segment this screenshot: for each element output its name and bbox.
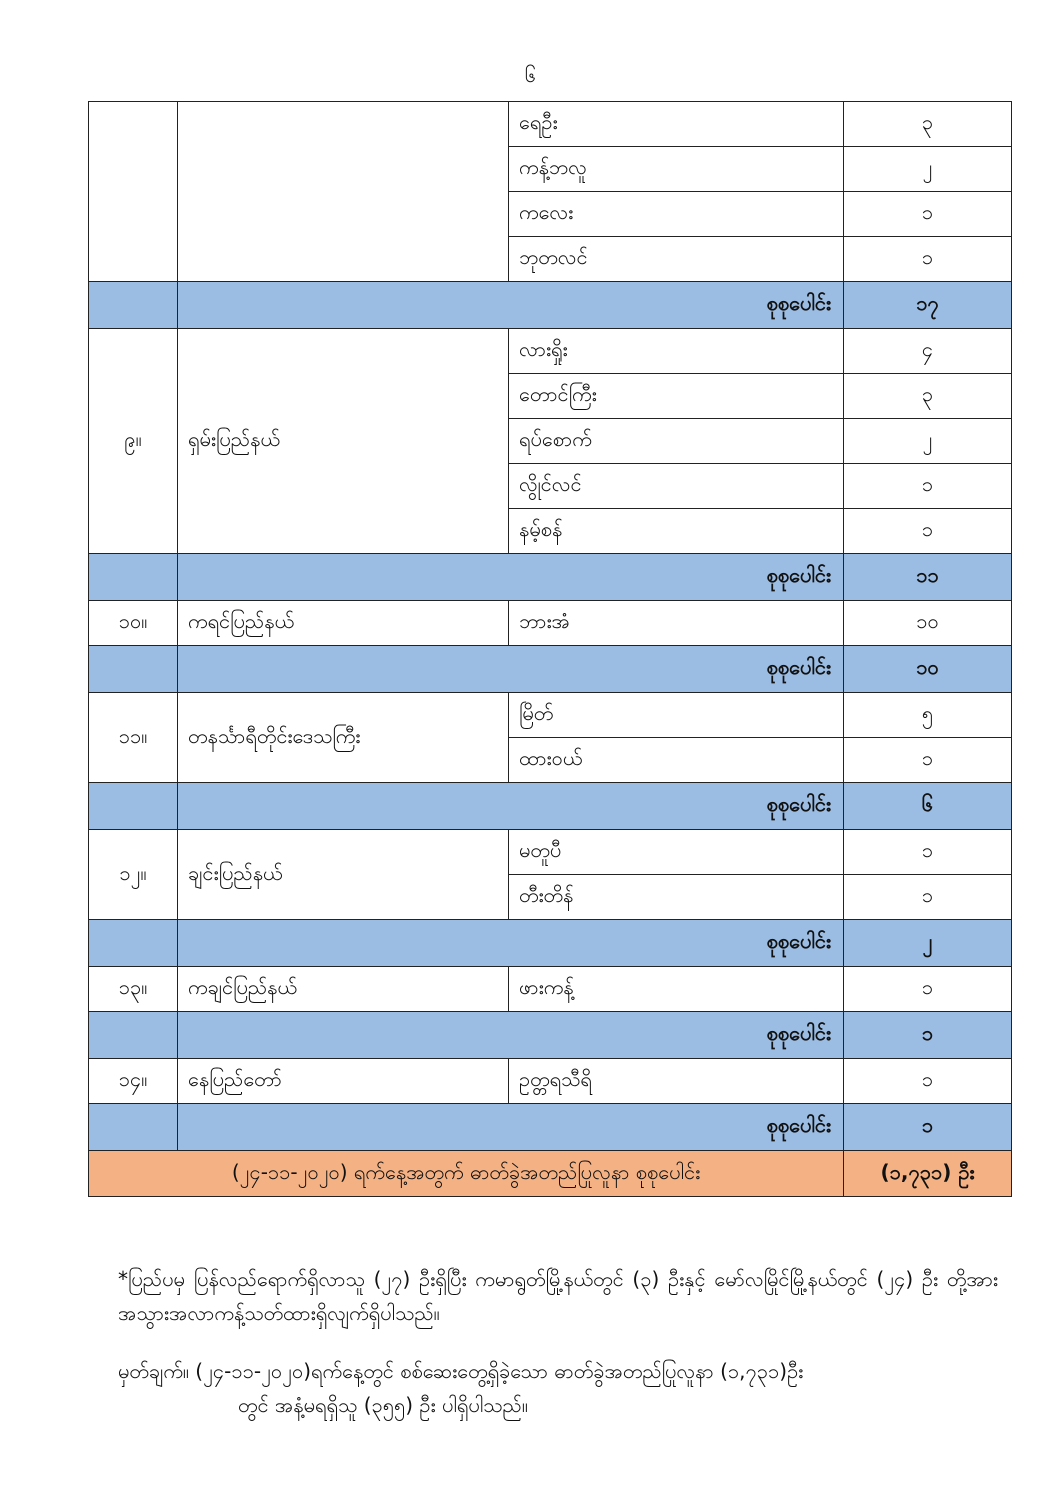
subtotal-count: ၁ bbox=[844, 1104, 1012, 1151]
subtotal-label: စုစုပေါင်း bbox=[178, 920, 844, 967]
township-name: ရပ်စောက် bbox=[509, 419, 844, 464]
empty-cell bbox=[89, 282, 178, 329]
subtotal-count: ၂ bbox=[844, 920, 1012, 967]
subtotal-count: ၁ bbox=[844, 1012, 1012, 1059]
row-number: ၉။ bbox=[89, 329, 178, 554]
case-count: ၁ bbox=[844, 738, 1012, 783]
row-number: ၁၃။ bbox=[89, 967, 178, 1012]
row-number-cell bbox=[89, 102, 178, 282]
subtotal-label: စုစုပေါင်း bbox=[178, 1104, 844, 1151]
township-name: ဥတ္တရသီရိ bbox=[509, 1059, 844, 1104]
region-cell bbox=[178, 102, 509, 282]
subtotal-label: စုစုပေါင်း bbox=[178, 554, 844, 601]
grand-total-row bbox=[89, 1151, 1012, 1197]
empty-cell bbox=[89, 1104, 178, 1151]
township-name: ရေဦး bbox=[509, 102, 844, 147]
subtotal-row bbox=[89, 1104, 1012, 1151]
region-name: ရှမ်းပြည်နယ် bbox=[178, 329, 509, 554]
subtotal-row bbox=[89, 920, 1012, 967]
subtotal-row bbox=[89, 783, 1012, 830]
township-name: တောင်ကြီး bbox=[509, 374, 844, 419]
township-name: ကလေး bbox=[509, 192, 844, 237]
township-name: မြိတ် bbox=[509, 693, 844, 738]
case-count: ၃ bbox=[844, 374, 1012, 419]
empty-cell bbox=[89, 646, 178, 693]
case-count: ၂ bbox=[844, 147, 1012, 192]
case-count: ၃ bbox=[844, 102, 1012, 147]
region-name: ကချင်ပြည်နယ် bbox=[178, 967, 509, 1012]
township-name: တီးတိန် bbox=[509, 875, 844, 920]
subtotal-row bbox=[89, 1012, 1012, 1059]
subtotal-row bbox=[89, 554, 1012, 601]
case-count: ၁၀ bbox=[844, 601, 1012, 646]
township-name: ဘုတလင် bbox=[509, 237, 844, 282]
empty-cell bbox=[89, 783, 178, 830]
empty-cell bbox=[89, 920, 178, 967]
region-name: ကရင်ပြည်နယ် bbox=[178, 601, 509, 646]
table-row bbox=[89, 1059, 1012, 1104]
subtotal-label: စုစုပေါင်း bbox=[178, 1012, 844, 1059]
subtotal-count: ၁၇ bbox=[844, 282, 1012, 329]
case-count: ၁ bbox=[844, 464, 1012, 509]
township-name: မတူပီ bbox=[509, 830, 844, 875]
footnote-returnees: *ပြည်ပမှ ပြန်လည်ရောက်ရှိလာသူ (၂၇) ဦးရှိပြီး ကမာရွတ်မြို့နယ်တွင် (၃) ဦးနှင့် မော်လမြိုင်မြို့နယ်တွင် (၂၄) ဦး တို့အား အသွားအလာကန့်သတ်ထားရှိလျက်ရှိပါသည်။ bbox=[118, 1267, 998, 1325]
township-name: ကန့်ဘလူ bbox=[509, 147, 844, 192]
table-row bbox=[89, 102, 1012, 147]
case-count: ၁ bbox=[844, 237, 1012, 282]
table-row bbox=[89, 830, 1012, 875]
subtotal-label: စုစုပေါင်း bbox=[178, 646, 844, 693]
subtotal-row bbox=[89, 282, 1012, 329]
township-name: ဖားကန့် bbox=[509, 967, 844, 1012]
township-name: လွိုင်လင် bbox=[509, 464, 844, 509]
case-count: ၁ bbox=[844, 509, 1012, 554]
subtotal-label: စုစုပေါင်း bbox=[178, 282, 844, 329]
subtotal-count: ၁၀ bbox=[844, 646, 1012, 693]
page-number: ၆ bbox=[524, 63, 537, 87]
township-name: နမ့်စန် bbox=[509, 509, 844, 554]
case-count: ၅ bbox=[844, 693, 1012, 738]
remark-line-2: တွင် အနံ့မရရှိသူ (၃၅၅) ဦး ပါရှိပါသည်။ bbox=[238, 1393, 528, 1417]
table-row bbox=[89, 967, 1012, 1012]
empty-cell bbox=[89, 1012, 178, 1059]
case-count: ၁ bbox=[844, 830, 1012, 875]
grand-total-count: (၁,၇၃၁) ဦး bbox=[844, 1151, 1012, 1197]
subtotal-count: ၁၁ bbox=[844, 554, 1012, 601]
township-name: လားရှိုး bbox=[509, 329, 844, 374]
region-name: ချင်းပြည်နယ် bbox=[178, 830, 509, 920]
subtotal-label: စုစုပေါင်း bbox=[178, 783, 844, 830]
case-count: ၂ bbox=[844, 419, 1012, 464]
covid-cases-table bbox=[88, 101, 1012, 1197]
case-count: ၄ bbox=[844, 329, 1012, 374]
case-count: ၁ bbox=[844, 875, 1012, 920]
subtotal-row bbox=[89, 646, 1012, 693]
remark-note bbox=[118, 1354, 998, 1422]
township-name: ထားဝယ် bbox=[509, 738, 844, 783]
row-number: ၁၀။ bbox=[89, 601, 178, 646]
township-name: ဘားအံ bbox=[509, 601, 844, 646]
row-number: ၁၁။ bbox=[89, 693, 178, 783]
remark-line-1: မှတ်ချက်။ (၂၄-၁၁-၂၀၂၀)ရက်နေ့တွင် စစ်ဆေးတွေ့ရှိခဲ့သော ဓာတ်ခွဲအတည်ပြုလူနာ (၁,၇၃၁)ဦး bbox=[118, 1359, 804, 1383]
grand-total-label: (၂၄-၁၁-၂၀၂၀) ရက်နေ့အတွက် ဓာတ်ခွဲအတည်ပြုလူနာ စုစုပေါင်း bbox=[89, 1151, 844, 1197]
table-row bbox=[89, 693, 1012, 738]
table-row bbox=[89, 329, 1012, 374]
case-count: ၁ bbox=[844, 192, 1012, 237]
case-count: ၁ bbox=[844, 967, 1012, 1012]
row-number: ၁၄။ bbox=[89, 1059, 178, 1104]
case-count: ၁ bbox=[844, 1059, 1012, 1104]
region-name: တနင်္သာရီတိုင်းဒေသကြီး bbox=[178, 693, 509, 783]
region-name: နေပြည်တော် bbox=[178, 1059, 509, 1104]
subtotal-count: ၆ bbox=[844, 783, 1012, 830]
row-number: ၁၂။ bbox=[89, 830, 178, 920]
table-row bbox=[89, 601, 1012, 646]
empty-cell bbox=[89, 554, 178, 601]
